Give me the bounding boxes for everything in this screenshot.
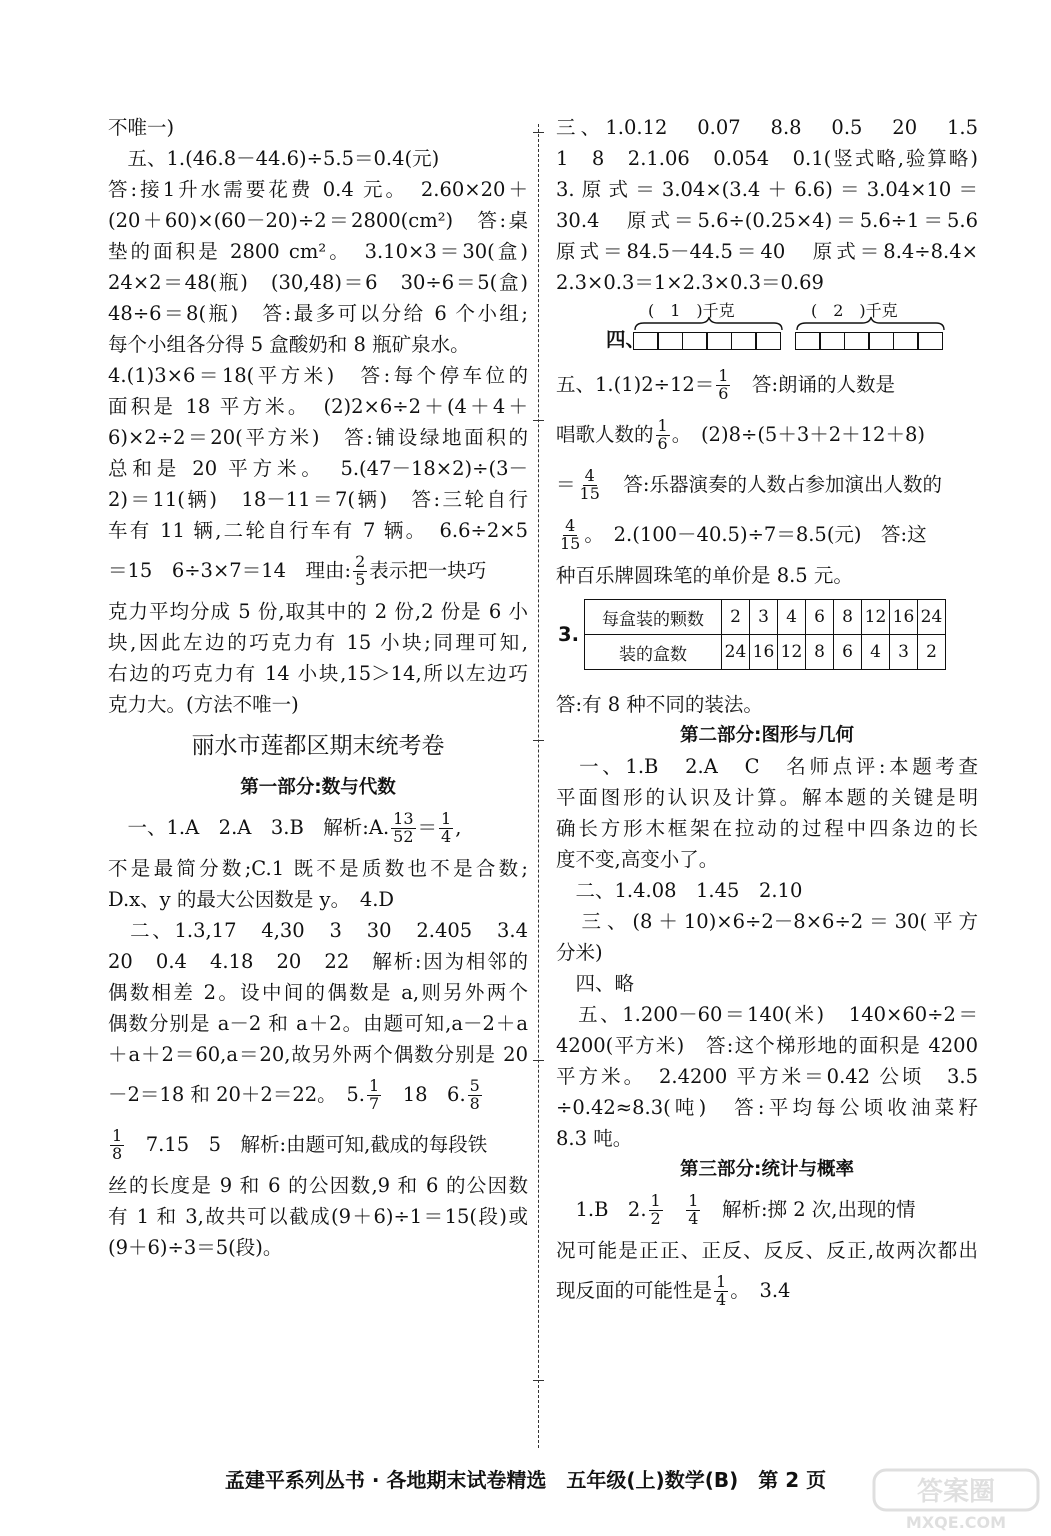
text-line bbox=[556, 1266, 978, 1316]
section-heading: 第一部分:数与代数 bbox=[240, 777, 396, 798]
fraction bbox=[578, 468, 602, 503]
text-span: 。 2.(100－40.5)÷7＝8.5(元) 答:这 bbox=[584, 523, 927, 546]
table-cell: 24 bbox=[918, 600, 946, 635]
table-cell: 6 bbox=[806, 600, 834, 635]
text-line: 1 8 2.1.06 0.054 0.1(竖式略,验算略) bbox=[556, 147, 978, 170]
fraction-denominator: 15 bbox=[560, 534, 581, 553]
text-span: 表示把一块巧 bbox=[369, 559, 487, 582]
text-line: 答:有 8 种不同的装法。 bbox=[556, 693, 763, 716]
fraction-numerator: 13 bbox=[393, 809, 414, 829]
text-line: 垫的面积是 2800 cm²。 3.10×3＝30(盒) bbox=[108, 240, 528, 263]
divider-tick bbox=[533, 132, 544, 133]
text-line: 2.3×0.3＝1×2.3×0.3＝0.69 bbox=[556, 271, 824, 294]
text-span: 唱歌人数的 bbox=[556, 423, 654, 446]
table-cell: 4 bbox=[778, 600, 806, 635]
text-span: ＝ bbox=[417, 816, 438, 839]
diagram-label-right: ( 2 )千克 bbox=[811, 301, 898, 320]
fraction bbox=[367, 1078, 381, 1113]
text-span: －2＝18 和 20＋2＝22。 5. bbox=[108, 1083, 366, 1106]
text-line bbox=[556, 410, 978, 460]
text-line: 面积是 18 平方米。 (2)2×6÷2＋(4＋4＋ bbox=[108, 395, 528, 418]
table-cell: 12 bbox=[778, 635, 806, 670]
section-heading: 丽水市莲都区期末统考卷 bbox=[191, 733, 445, 759]
text-line: 五、1.200－60＝140(米) 140×60÷2＝ bbox=[556, 1003, 978, 1026]
question-number: 四、 bbox=[606, 328, 646, 351]
fraction bbox=[439, 811, 453, 846]
table-row bbox=[585, 600, 946, 635]
text-line: 一、1.B 2.A C 名师点评:本题考查 bbox=[556, 755, 978, 778]
text-line: 三、1.0.12 0.07 8.8 0.5 20 1.5 bbox=[556, 116, 978, 139]
fraction bbox=[110, 1128, 124, 1163]
section-heading: 第二部分:图形与几何 bbox=[680, 725, 854, 746]
fraction-numerator: 1 bbox=[441, 809, 452, 829]
bar-box bbox=[819, 332, 845, 350]
fraction-denominator: 7 bbox=[369, 1094, 380, 1113]
text-line: 答:接1升水需要花费 0.4 元。 2.60×20＋ bbox=[108, 178, 528, 201]
brace-left bbox=[634, 316, 784, 332]
text-span: 答:乐器演奏的人数占参加演出人数的 bbox=[603, 473, 942, 496]
bar-boxes-left bbox=[634, 332, 781, 350]
text-span: 解析:掷 2 次,出现的情 bbox=[702, 1198, 916, 1221]
text-line: 克力大。(方法不唯一) bbox=[108, 693, 299, 716]
fraction-numerator: 1 bbox=[650, 1191, 661, 1211]
fraction-denominator: 6 bbox=[657, 434, 668, 453]
table-cell: 3 bbox=[750, 600, 778, 635]
text-line: 24×2＝48(瓶) (30,48)＝6 30÷6＝5(盒) bbox=[108, 271, 528, 294]
text-line: 况可能是正正、正反、反反、反正,故两次都出 bbox=[556, 1239, 978, 1262]
text-line: 3.原式＝3.04×(3.4＋6.6)＝3.04×10＝ bbox=[556, 178, 978, 201]
bar-box bbox=[755, 332, 781, 350]
text-line: 30.4 原式＝5.6÷(0.25×4)＝5.6÷1＝5.6 bbox=[556, 209, 978, 232]
text-line: 二、1.3,17 4,30 3 30 2.405 3.4 bbox=[108, 919, 528, 942]
fraction bbox=[714, 1274, 728, 1309]
section-heading: 第三部分:统计与概率 bbox=[680, 1159, 854, 1180]
text-span: ＝15 6÷3×7＝14 理由: bbox=[108, 559, 352, 582]
text-line bbox=[108, 1070, 528, 1120]
table-cell: 16 bbox=[890, 600, 918, 635]
fraction bbox=[656, 418, 670, 453]
fraction-numerator: 1 bbox=[688, 1191, 699, 1211]
text-span: 1.B 2. bbox=[556, 1198, 647, 1221]
fraction-denominator: 8 bbox=[112, 1144, 123, 1163]
table-cell: 12 bbox=[862, 600, 890, 635]
diagram-label-left: ( 1 )千克 bbox=[648, 301, 735, 320]
fraction-numerator: 4 bbox=[565, 516, 576, 536]
text-line: ＋a＋2＝60,a＝20,故另外两个偶数分别是 20 bbox=[108, 1043, 528, 1066]
row-header: 装的盒数 bbox=[585, 635, 722, 670]
right-column bbox=[556, 112, 978, 1316]
text-line: 4.(1)3×6＝18(平方米) 答:每个停车位的 bbox=[108, 364, 528, 387]
table-cell: 4 bbox=[862, 635, 890, 670]
table-cell: 2 bbox=[722, 600, 750, 635]
divider-tick bbox=[533, 1060, 544, 1061]
text-span: ＝ bbox=[556, 473, 576, 496]
bar-box bbox=[731, 332, 757, 350]
text-line: 五、1.(46.8－44.6)÷5.5＝0.4(元) bbox=[108, 147, 440, 170]
fraction bbox=[558, 518, 582, 553]
text-line: 不唯一) bbox=[108, 116, 175, 139]
fraction-numerator: 1 bbox=[112, 1126, 123, 1146]
text-line: 偶数分别是 a－2 和 a＋2。由题可知,a－2＋a bbox=[108, 1012, 528, 1035]
text-line: 总和是 20 平方米。 5.(47－18×2)÷(3－ bbox=[108, 457, 528, 480]
text-line: 确长方形木框架在拉动的过程中四条边的长 bbox=[556, 817, 978, 840]
text-line: 6)×2÷2＝20(平方米) 答:铺设绿地面积的 bbox=[108, 426, 528, 449]
brace-right bbox=[796, 316, 946, 332]
divider-tick bbox=[533, 1380, 544, 1381]
fraction-numerator: 1 bbox=[716, 1272, 727, 1292]
text-span: 。 3.4 bbox=[730, 1279, 791, 1302]
fraction-denominator: 5 bbox=[355, 570, 366, 589]
fraction-numerator: 5 bbox=[469, 1076, 480, 1096]
fraction-denominator: 4 bbox=[688, 1209, 699, 1228]
text-span: 现反面的可能性是 bbox=[556, 1279, 713, 1302]
text-line: 原式＝84.5－44.5＝40 原式＝8.4÷8.4× bbox=[556, 240, 978, 263]
fraction bbox=[391, 811, 415, 846]
text-line bbox=[556, 360, 978, 410]
bar-box bbox=[706, 332, 732, 350]
packing-table-block bbox=[556, 593, 978, 685]
bar-box bbox=[657, 332, 683, 350]
fraction bbox=[716, 368, 730, 403]
table-cell: 16 bbox=[750, 635, 778, 670]
text-line: 每个小组各分得 5 盒酸奶和 8 瓶矿泉水。 bbox=[108, 333, 470, 356]
row-header: 每盒装的颗数 bbox=[585, 600, 722, 635]
page-number: 2 bbox=[785, 1468, 800, 1492]
table-cell: 6 bbox=[834, 635, 862, 670]
svg-text:答案圈: 答案圈 bbox=[916, 1477, 996, 1507]
text-line: 四、略 bbox=[556, 972, 635, 995]
column-divider bbox=[538, 124, 539, 1448]
text-span: 18 6. bbox=[402, 1083, 466, 1106]
text-line bbox=[556, 460, 978, 510]
bar-box bbox=[917, 332, 943, 350]
text-line: D.x、y 的最大公因数是 y。 4.D bbox=[108, 888, 395, 911]
text-line: 偶数相差 2。设中间的偶数是 a,则另外两个 bbox=[108, 981, 528, 1004]
footer-text: 孟建平系列丛书 · 各地期末试卷精选 五年级(上)数学(B) 第 bbox=[224, 1468, 779, 1492]
fraction-denominator: 6 bbox=[718, 384, 729, 403]
text-line: 20 0.4 4.18 20 22 解析:因为相邻的 bbox=[108, 950, 528, 973]
bar-box bbox=[633, 332, 659, 350]
text-line: 丝的长度是 9 和 6 的公因数,9 和 6 的公因数 bbox=[108, 1174, 528, 1197]
bar-box bbox=[795, 332, 821, 350]
packing-table bbox=[584, 599, 946, 670]
text-line bbox=[108, 1120, 528, 1170]
fraction-denominator: 2 bbox=[650, 1209, 661, 1228]
bar-diagram bbox=[556, 298, 978, 360]
text-line: 种百乐牌圆珠笔的单价是 8.5 元。 bbox=[556, 564, 853, 587]
text-line: 有 1 和 3,故共可以截成(9＋6)÷1＝15(段)或 bbox=[108, 1205, 528, 1228]
table-cell: 3 bbox=[890, 635, 918, 670]
text-span: 五、1.(1)2÷12＝ bbox=[556, 373, 715, 396]
text-line: 48÷6＝8(瓶) 答:最多可以分给 6 个小组; bbox=[108, 302, 528, 325]
text-line: 平方米。 2.4200 平方米＝0.42 公顷 3.5 bbox=[556, 1065, 978, 1088]
watermark-logo bbox=[872, 1466, 1042, 1532]
text-span: 答:朗诵的人数是 bbox=[732, 373, 896, 396]
table-row bbox=[585, 635, 946, 670]
page-suffix: 页 bbox=[806, 1468, 827, 1492]
bar-box bbox=[844, 332, 870, 350]
fraction-denominator: 15 bbox=[579, 484, 600, 503]
fraction-denominator: 4 bbox=[441, 827, 452, 846]
text-line: 2)＝11(辆) 18－11＝7(辆) 答:三轮自行 bbox=[108, 488, 528, 511]
text-line bbox=[556, 510, 978, 560]
left-column bbox=[108, 112, 528, 1263]
bar-box bbox=[893, 332, 919, 350]
fraction bbox=[468, 1078, 482, 1113]
text-line: 8.3 吨。 bbox=[556, 1127, 633, 1150]
text-line: ÷0.42≈8.3(吨) 答:平均每公顷收油菜籽 bbox=[556, 1096, 978, 1119]
table-cell: 8 bbox=[834, 600, 862, 635]
text-line: 车有 11 辆,二轮自行车有 7 辆。 6.6÷2×5 bbox=[108, 519, 528, 542]
text-line bbox=[556, 1185, 978, 1235]
text-line: (9＋6)÷3＝5(段)。 bbox=[108, 1236, 283, 1259]
fraction-numerator: 1 bbox=[718, 366, 729, 386]
table-cell: 2 bbox=[918, 635, 946, 670]
text-line: 4200(平方米) 答:这个梯形地的面积是 4200 bbox=[556, 1034, 978, 1057]
divider-tick bbox=[533, 740, 544, 741]
text-line: 二、1.4.08 1.45 2.10 bbox=[556, 879, 803, 902]
fraction bbox=[353, 554, 367, 589]
text-line: 平面图形的认识及计算。解本题的关键是明 bbox=[556, 786, 978, 809]
text-span: 一、1.A 2.A 3.B 解析:A. bbox=[108, 816, 390, 839]
text-line: 三、(8＋10)×6÷2－8×6÷2＝30(平方 bbox=[556, 910, 978, 933]
table-cell: 8 bbox=[806, 635, 834, 670]
text-line: 度不变,高变小了。 bbox=[556, 848, 719, 871]
fraction-denominator: 4 bbox=[716, 1290, 727, 1309]
text-line bbox=[108, 803, 528, 853]
bar-box bbox=[682, 332, 708, 350]
fraction-denominator: 8 bbox=[469, 1094, 480, 1113]
text-span: , bbox=[455, 816, 462, 839]
text-line: 右边的巧克力有 14 小块,15＞14,所以左边巧 bbox=[108, 662, 528, 685]
question-number: 3. bbox=[558, 623, 579, 646]
divider-tick bbox=[533, 420, 544, 421]
fraction-numerator: 4 bbox=[584, 466, 595, 486]
bar-boxes-right bbox=[796, 332, 943, 350]
fraction-numerator: 2 bbox=[355, 552, 366, 572]
text-line: 不是最简分数;C.1 既不是质数也不是合数; bbox=[108, 857, 528, 880]
text-span: 7.15 5 解析:由题可知,截成的每段铁 bbox=[145, 1133, 488, 1156]
text-line: (20＋60)×(60－20)÷2＝2800(cm²) 答:桌 bbox=[108, 209, 528, 232]
text-line: 克力平均分成 5 份,取其中的 2 份,2 份是 6 小 bbox=[108, 600, 528, 623]
text-line bbox=[108, 546, 528, 596]
bar-box bbox=[868, 332, 894, 350]
text-line: 分米) bbox=[556, 941, 603, 964]
table-cell: 24 bbox=[722, 635, 750, 670]
fraction-numerator: 1 bbox=[369, 1076, 380, 1096]
fraction-numerator: 1 bbox=[657, 416, 668, 436]
text-span: 。 (2)8÷(5＋3＋2＋12＋8) bbox=[671, 423, 925, 446]
fraction bbox=[649, 1193, 663, 1228]
text-line: 块,因此左边的巧克力有 15 小块;同理可知, bbox=[108, 631, 528, 654]
fraction-denominator: 52 bbox=[393, 827, 414, 846]
svg-text:MXQE.COM: MXQE.COM bbox=[905, 1513, 1007, 1532]
fraction bbox=[686, 1193, 700, 1228]
